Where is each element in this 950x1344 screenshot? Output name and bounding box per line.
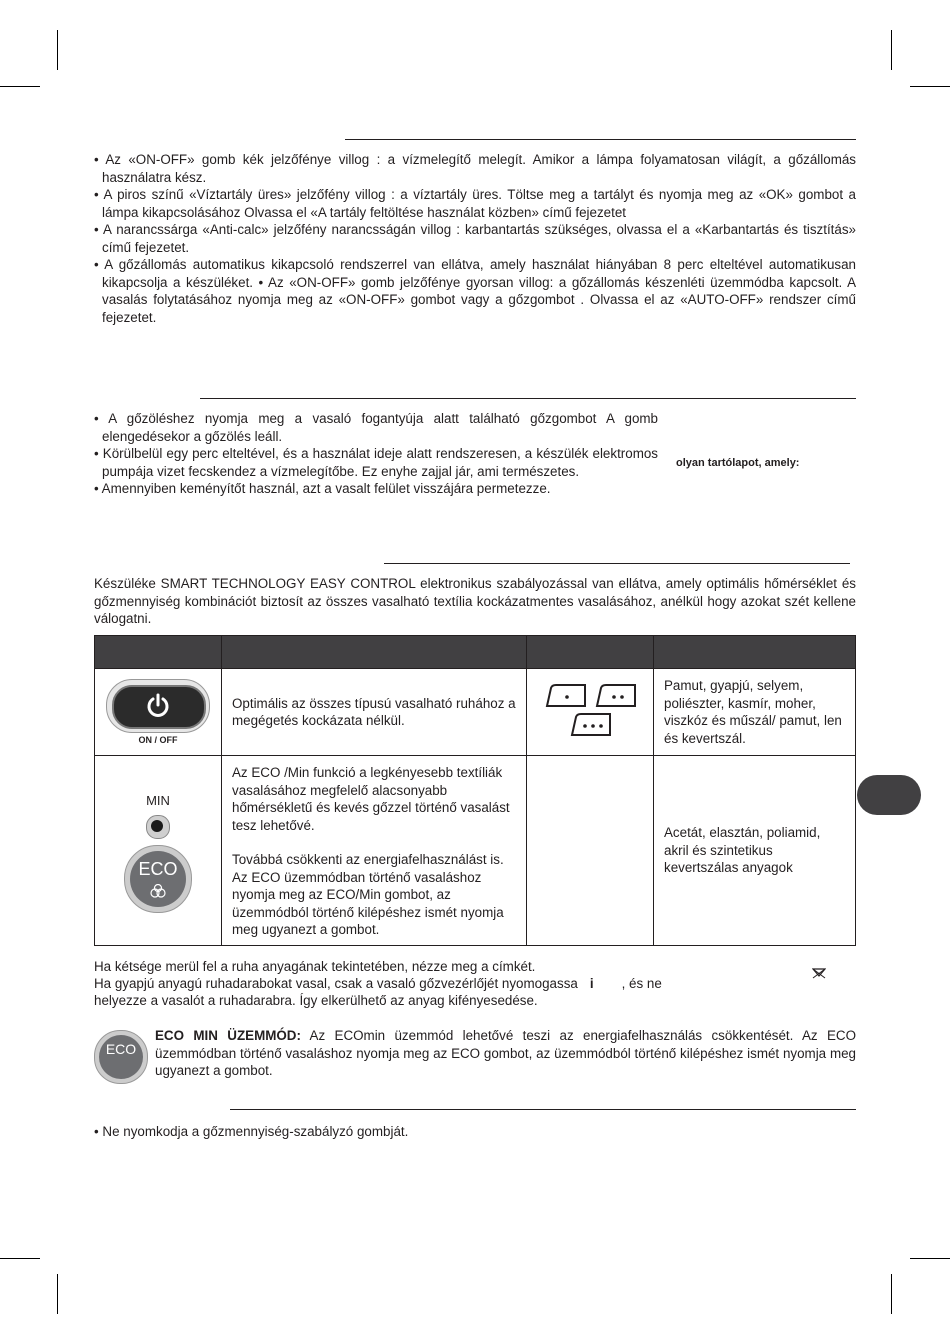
crop-mark	[0, 1258, 40, 1259]
crop-mark	[57, 30, 58, 70]
list-item: • Körülbelül egy perc elteltével, és a használat ideje alatt rendszeresen, a készülék elektromos pumpája vizet fecskendez a vízmelegítőbe. Ez enyhe zajjal jár, ami természetes.	[94, 445, 658, 480]
section-rule	[200, 398, 856, 399]
fabric-cell: Pamut, gyapjú, selyem, poliészter, kasmír, moher, viszkóz és műszál/ pamut, len és kevertszál.	[654, 669, 856, 756]
fabric-cell: Acetát, elasztán, poliamid, akril és szintetikus kevertszálas anyagok	[654, 756, 856, 946]
steam-icon	[150, 884, 166, 898]
steam-symbol-icon	[812, 968, 826, 979]
list-item: • Ne nyomkodja a gőzmennyiség-szabályzó gombját.	[94, 1123, 856, 1141]
on-off-button	[102, 675, 214, 749]
iron-three-dot-icon	[567, 712, 613, 738]
eco-badge-icon: ECO	[94, 1030, 148, 1084]
section-rule	[345, 139, 856, 140]
crop-mark	[910, 1258, 950, 1259]
list-item: • A narancssárga «Anti-calc» jelzőfény narancsságán villog : karbantartás szükséges, olvassa el a «Karbantartás és tisztítás» című fejezetet.	[94, 221, 856, 256]
crop-mark	[891, 30, 892, 70]
list-item: • Amennyiben keményítőt használ, azt a vasalt felület visszájára permetezze.	[94, 480, 658, 498]
temperature-cell	[527, 756, 654, 946]
min-label: MIN	[146, 792, 170, 808]
intro-text: Készüléke SMART TECHNOLOGY EASY CONTROL elektronikus szabályozással van ellátva, amely optimális hőmérséklet és gőzmennyiség kombinációt biztosít az összes vasalható textília kockázatmentes vasalásához, anélkül hogy azokat szét kellene válogatni.	[94, 576, 856, 626]
table-header-cell	[95, 636, 222, 669]
table-row	[95, 756, 856, 946]
on-off-label: ON / OFF	[138, 735, 178, 745]
list-item: • A piros színű «Víztartály üres» jelzőfény villog : a víztartály üres. Töltse meg a tartályt és nyomja meg az «OK» gombot a lámpa kikapcsolásához Olvassa el «A tartály feltöltése használat közben» című fejezetet	[94, 186, 856, 221]
iron-two-dot-icon	[592, 683, 638, 709]
crop-mark	[0, 86, 40, 87]
power-icon	[143, 690, 173, 720]
table-header-cell	[654, 636, 856, 669]
list-item: • A gőzöléshez nyomja meg a vasaló fogantyúja alatt található gőzgombot A gomb elengedésekor a gőzölés leáll.	[94, 410, 658, 445]
temperature-cell	[527, 669, 654, 756]
table-header-row	[95, 636, 856, 669]
table-header-cell	[222, 636, 527, 669]
iron-one-dot-icon	[542, 683, 588, 709]
note-text: Ha gyapjú anyagú ruhadarabokat vasal, csak a vasaló gőzvezérlőjét nyomogassa i , és ne	[94, 976, 662, 991]
chapter-tab	[857, 775, 921, 815]
table-row	[95, 669, 856, 756]
button-cell	[95, 669, 222, 756]
indicator-list	[94, 151, 856, 326]
button-cell	[95, 756, 222, 946]
section-rule	[384, 563, 850, 564]
crop-mark	[910, 86, 950, 87]
list-item: • A gőzállomás automatikus kikapcsoló rendszerrel van ellátva, amely használat hiányában 8 perc elteltével automatikusan kikapcsolja a készüléket. • Az «ON-OFF» gomb jelzőfénye gyorsan villog: a gőzállomás készenléti üzemmódba kapcsolt. A vasalás folytatásához nyomja meg az «ON-OFF» gombot vagy a gőzgombot . Olvassa el az «AUTO-OFF» rendszer című fejezetet.	[94, 256, 856, 326]
crop-mark	[891, 1274, 892, 1314]
eco-heading: ECO MIN ÜZEMMÓD:	[155, 1028, 301, 1043]
section-rule	[230, 1109, 856, 1110]
function-table	[94, 635, 856, 946]
note-text: Ha kétsége merül fel a ruha anyagának tekintetében, nézze meg a címkét.	[94, 959, 536, 974]
steam-list	[94, 410, 658, 498]
tips-list	[94, 1123, 856, 1141]
table-header-cell	[527, 636, 654, 669]
list-item: • Az «ON-OFF» gomb kék jelzőfénye villog : a vízmelegítő melegít. Amikor a lámpa folyamatosan világít, a gőzállomás használatra kész.	[94, 151, 856, 186]
description-cell: Optimális az összes típusú vasalható ruhához a megégetés kockázata nélkül.	[222, 669, 527, 756]
eco-paragraph: ECO MIN ÜZEMMÓD: Az ECOmin üzemmód lehetővé teszi az energiafelhasználás csökkentését. Az ECO üzemmódban történő vasaláshoz nyomja meg az ECO gombot, az üzemmódból történő kilépéshez ismét nyomja meg ugyanezt a gombot.	[155, 1028, 856, 1078]
crop-mark	[57, 1274, 58, 1314]
note-text: helyezze a vasalót a ruhadarabra. Így elkerülhető az anyag kifényesedése.	[94, 993, 538, 1008]
description-cell: Az ECO /Min funkció a legkényesebb textíliák vasalásához megfelelő alacsonyabb hőmérsékletű és kevés gőzzel történő vasalást tesz lehetővé. Továbbá csökkenti az energiafelhasználást is. Az ECO üzemmódban történő vasaláshoz nyomja meg az ECO/Min gombot, az üzemmódból történő kilépéshez ismét nyomja meg ugyanezt a gombot.	[222, 756, 527, 946]
side-note: olyan tartólapot, amely:	[676, 457, 800, 469]
eco-button: ECO	[124, 845, 192, 913]
